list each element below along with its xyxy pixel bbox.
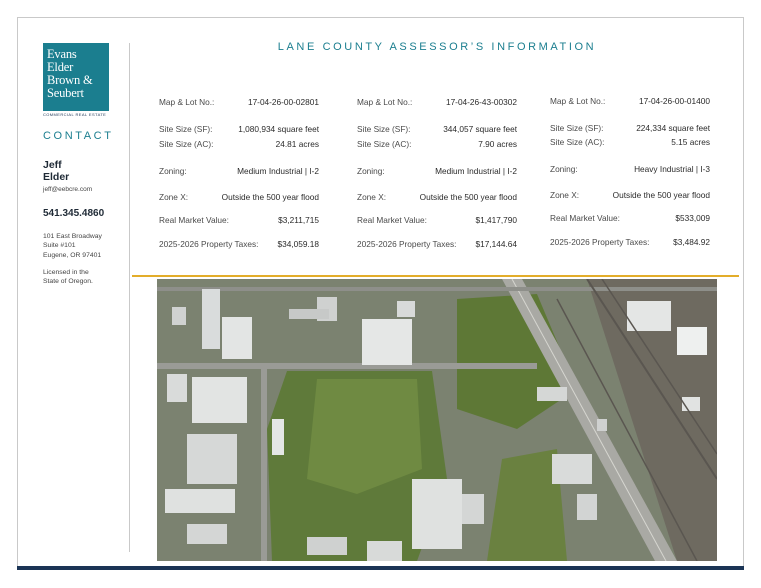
label-zone-x: Zone X: [357, 192, 387, 202]
label-site-ac: Site Size (AC): [550, 137, 605, 147]
value-zoning: Medium Industrial | I-2 [237, 166, 319, 176]
value-zone-x: Outside the 500 year flood [612, 190, 710, 200]
label-rmv: Real Market Value: [550, 213, 620, 223]
gold-rule [132, 275, 739, 277]
label-taxes: 2025-2026 Property Taxes: [550, 237, 650, 247]
contact-email[interactable]: jeff@eebcre.com [43, 186, 93, 193]
label-site-sf: Site Size (SF): [159, 124, 213, 134]
value-site-sf: 344,057 square feet [443, 124, 517, 134]
logo-tagline: COMMERCIAL REAL ESTATE [43, 112, 107, 117]
label-zoning: Zoning: [159, 166, 187, 176]
label-zoning: Zoning: [550, 164, 578, 174]
label-site-sf: Site Size (SF): [550, 123, 604, 133]
label-zone-x: Zone X: [550, 190, 580, 200]
contact-phone[interactable]: 541.345.4860 [43, 208, 105, 219]
value-map-lot: 17-04-26-43-00302 [445, 97, 517, 107]
value-rmv: $3,211,715 [278, 215, 319, 225]
sidebar-divider [129, 43, 130, 552]
value-site-sf: 1,080,934 square feet [238, 124, 319, 134]
label-zoning: Zoning: [357, 166, 385, 176]
label-map-lot: Map & Lot No.: [357, 97, 413, 107]
value-taxes: $17,144.64 [475, 239, 517, 249]
value-taxes: $34,059.18 [277, 239, 319, 249]
footer-bar [17, 566, 744, 570]
value-map-lot: 17-04-26-00-02801 [247, 97, 319, 107]
value-rmv: $1,417,790 [475, 215, 517, 225]
value-map-lot: 17-04-26-00-01400 [638, 96, 710, 106]
aerial-photo [157, 279, 717, 561]
value-rmv: $533,009 [675, 213, 710, 223]
label-taxes: 2025-2026 Property Taxes: [357, 239, 457, 249]
aerial-map-graphic [157, 279, 717, 561]
value-site-ac: 5.15 acres [671, 137, 710, 147]
value-zone-x: Outside the 500 year flood [221, 192, 319, 202]
contact-license: Licensed in the State of Oregon. [43, 269, 93, 286]
contact-heading: CONTACT [43, 130, 114, 142]
value-zoning: Heavy Industrial | I-3 [634, 164, 710, 174]
label-site-ac: Site Size (AC): [357, 139, 412, 149]
contact-name: Jeff Elder [43, 159, 70, 183]
label-rmv: Real Market Value: [159, 215, 229, 225]
value-site-ac: 7.90 acres [478, 139, 517, 149]
contact-address: 101 East Broadway Suite #101 Eugene, OR 97401 [43, 233, 102, 259]
page-title: LANE COUNTY ASSESSOR’S INFORMATION [277, 41, 597, 53]
company-logo: Evans Elder Brown & Seubert [43, 43, 109, 111]
value-site-ac: 24.81 acres [275, 139, 319, 149]
label-taxes: 2025-2026 Property Taxes: [159, 239, 259, 249]
label-site-sf: Site Size (SF): [357, 124, 411, 134]
label-zone-x: Zone X: [159, 192, 189, 202]
value-taxes: $3,484.92 [673, 237, 710, 247]
label-rmv: Real Market Value: [357, 215, 427, 225]
value-site-sf: 224,334 square feet [636, 123, 710, 133]
label-map-lot: Map & Lot No.: [159, 97, 215, 107]
value-zone-x: Outside the 500 year flood [419, 192, 517, 202]
label-map-lot: Map & Lot No.: [550, 96, 606, 106]
label-site-ac: Site Size (AC): [159, 139, 214, 149]
value-zoning: Medium Industrial | I-2 [435, 166, 517, 176]
